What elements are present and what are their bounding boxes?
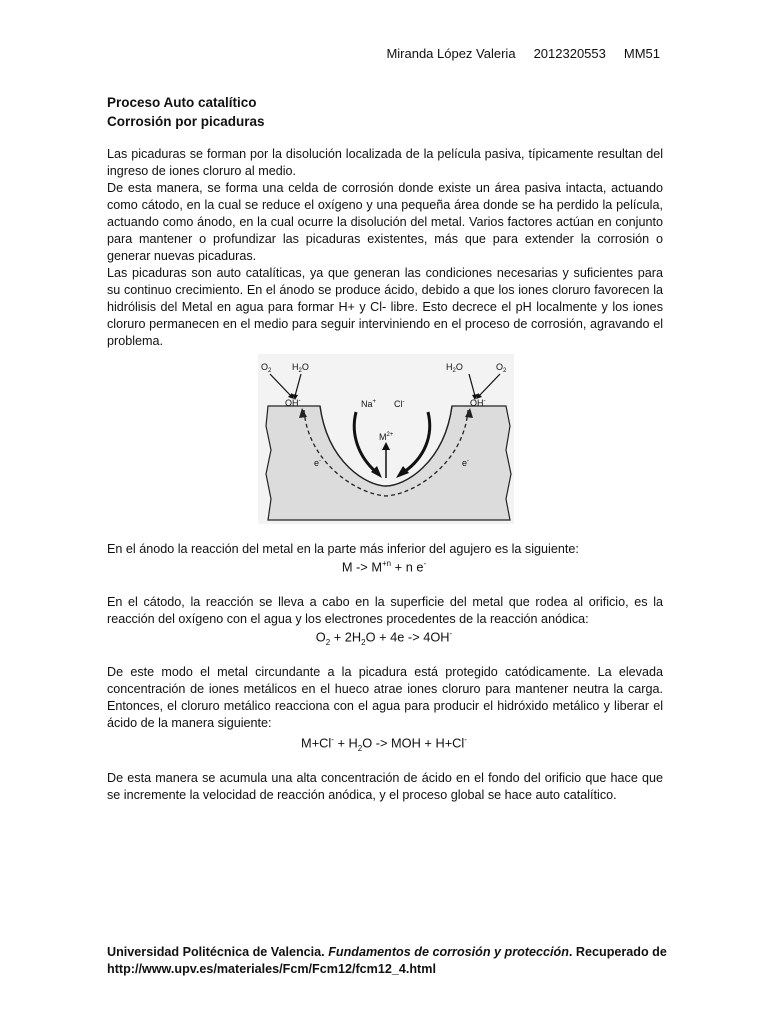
group-code: MM51 <box>623 46 660 61</box>
author-name: Miranda López Valeria <box>386 46 516 61</box>
paragraph-2: De esta manera, se forma una celda de corrosión donde existe un área pasiva intacta, actuando como cátodo, en la cual se reduce el oxígeno y una pequeña área donde se ha perdido la película, actuando como ánodo, en la cual ocurre la disolución del metal. Varios factores actúan en conjunto para mantener o profundizar las picaduras existentes, más que para extender la corrosión o generar nuevas picaduras. <box>107 181 663 263</box>
paragraph-4: En el ánodo la reacción del metal en la parte más inferior del agujero es la siguiente: <box>107 542 579 556</box>
hydrolysis-equation: $M+Cl^- + H_2O$ -> MOH + H+Cl- <box>301 735 467 753</box>
o2-left-label: $O_2$ <box>261 362 272 374</box>
anode-text <box>107 541 663 558</box>
author-header <box>368 46 660 61</box>
paragraph-7: De esta manera se acumula una alta concentración de ácido en el fondo del orificio que hace que se incremente la velocidad de reacción anódica, y el proceso global se hace auto catalítico. <box>107 771 663 802</box>
intro-text <box>107 146 663 350</box>
metal-ion-label: $M^{2+}$ <box>379 432 394 442</box>
h2o-right-label: $H_2O$ <box>446 362 463 374</box>
page-title: Proceso Auto catalítico <box>107 95 257 110</box>
conclusion-text <box>107 770 663 804</box>
oh-left-label: OH- <box>285 398 301 408</box>
h2o-left-label: $H_2O$ <box>292 362 309 374</box>
cathode-equation: $O_2 + 2H_2O + 4e -> 4OH^-$ <box>315 629 453 647</box>
paragraph-3: Las picaduras son auto catalíticas, ya que generan las condiciones necesarias y suficientes para su continuo crecimiento. En el ánodo se produce ácido, debido a que los iones cloruro favorecen la hidrólisis del Metal en agua para formar H+ y Cl- libre. Esto decrece el pH localmente y los iones cloruro permanecen en el medio para seguir interviniendo en el proceso de corrosión, agravando el problema. <box>107 266 663 348</box>
paragraph-5: En el cátodo, la reacción se lleva a cabo en la superficie del metal que rodea al orificio, es la reacción del oxígeno con el agua y los electrones procedentes de la reacción anódica: <box>107 595 663 626</box>
pitting-diagram <box>258 354 514 524</box>
page-subtitle: Corrosión por picaduras <box>107 114 265 129</box>
oh-right-label: OH- <box>470 398 486 408</box>
reference-footer: Universidad Politécnica de Valencia. Fundamentos de corrosión y protección. Recuperado de http://www.upv.es/materiales/Fcm/Fcm12/fcm12_4.html <box>107 945 667 976</box>
electron-right-label: e- <box>462 458 470 468</box>
cathode-text <box>107 594 663 628</box>
o2-right-label: $O_2$ <box>496 362 507 374</box>
student-id: 2012320553 <box>533 46 606 61</box>
cl-label: Cl- <box>394 399 405 409</box>
titles <box>107 93 265 131</box>
paragraph-6: De este modo el metal circundante a la picadura está protegido catódicamente. La elevada concentración de iones metálicos en el hueco atrae iones cloruro para mantener neutra la carga. Entonces, el cloruro metálico reacciona con el agua para producir el hidróxido metálico y liberar el ácido de la manera siguiente: <box>107 665 663 730</box>
protection-text <box>107 664 663 732</box>
na-label: Na+ <box>361 399 377 409</box>
electron-left-label: e- <box>314 458 322 468</box>
anode-equation: $M -> M^{+n} + n$ e- <box>341 559 427 575</box>
paragraph-1: Las picaduras se forman por la disolución localizada de la película pasiva, típicamente resultan del ingreso de iones cloruro al medio. <box>107 147 663 178</box>
